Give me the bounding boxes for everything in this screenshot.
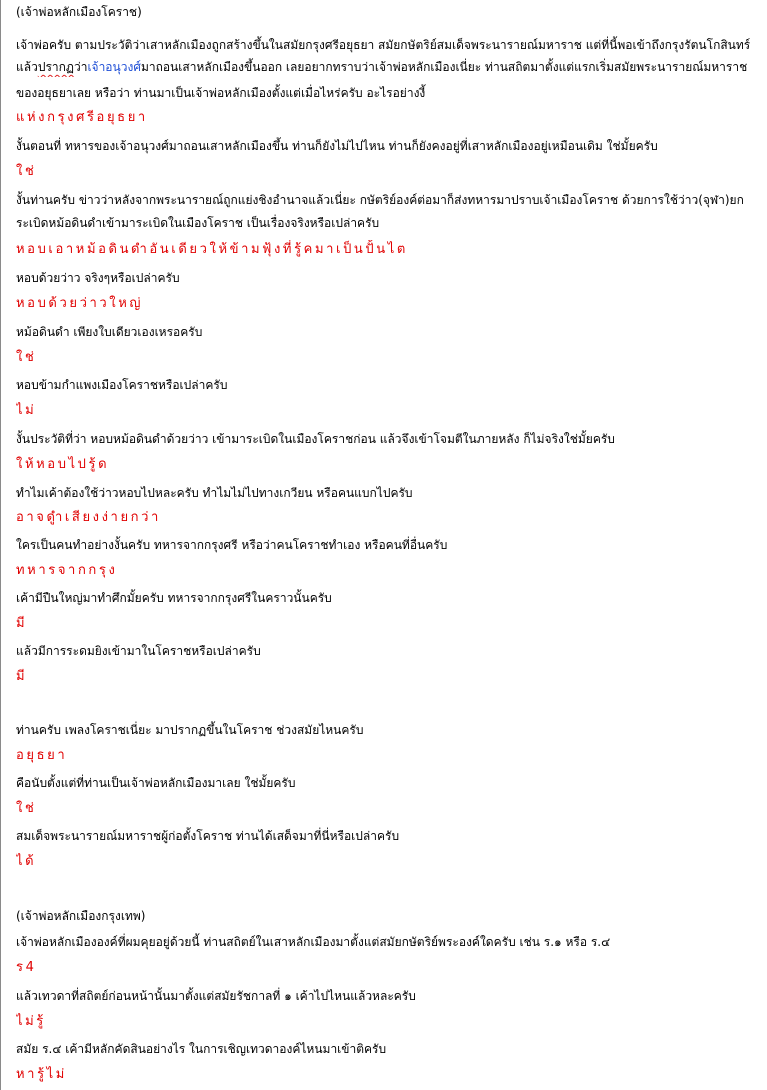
question-line: งั้นท่านครับ ข่าวว่าหลังจากพระนารายณ์ถูกแย่งชิงอำนาจแล้วเนี่ยะ กษัตริย์องค์ต่อมาก็ส่งทหารมาปราบเจ้าเมืองโคราช ด้วยการใช้ว่าว(จุฬา)ยก bbox=[16, 193, 744, 207]
question-line: ทำไมเค้าต้องใช้ว่าวหอบไปหละครับ ทำไมไม่ไปทางเกวียน หรือคนแบกไปครับ bbox=[16, 486, 413, 500]
answer-line: ให้หอบไปรู้ด bbox=[16, 457, 110, 472]
question-line: สมเด็จพระนารายณ์มหาราชผู้ก่อตั้งโคราช ท่านได้เสด็จมาที่นี่หรือเปล่าครับ bbox=[16, 829, 400, 843]
answer-line: ไม่ bbox=[16, 403, 37, 418]
spellcheck-word: ปรากฏ bbox=[37, 60, 74, 74]
section-heading-bangkok: (เจ้าพ่อหลักเมืองกรุงเทพ) bbox=[16, 909, 146, 923]
question-line: แล้วเทวดาที่สถิตย์ก่อนหน้านั้นมาตั้งแต่สมัยรัชกาลที่ ๑ เค้าไปไหนแล้วหละครับ bbox=[16, 989, 416, 1003]
highlighted-name: เจ้าอนุวงศ์ bbox=[87, 60, 141, 74]
answer-line: หารู้ไม่ bbox=[16, 1067, 67, 1082]
text-run: มาถอนเสาหลักเมืองขึ้นออก เลยอยากทราบว่าเจ้าพ่อหลักเมืองเนี่ยะ ท่านสถิตมาตั้งแต่แรกเริ่มสมัยพระนารายณ์มหาราช bbox=[140, 60, 748, 74]
question-line: ระเบิดหม้อดินดำเข้ามาระเบิดในเมืองโคราช เป็นเรื่องจริงหรือเปล่าครับ bbox=[16, 216, 380, 230]
answer-line: อาจดูำเสียงง่ายกว่า bbox=[16, 510, 161, 525]
answer-line: ร4 bbox=[16, 960, 37, 975]
question-line: ใครเป็นคนทำอย่างงั้นครับ ทหารจากกรุงศรี หรือว่าคนโคราชทำเอง หรือคนที่อื่นครับ bbox=[16, 538, 448, 552]
answer-line: อยุธยา bbox=[16, 748, 68, 763]
question-line: สมัย ร.๔ เค้ามีหลักคัดสินอย่างไร ในการเชิญเทวดาองค์ไหนมาเข้าติครับ bbox=[16, 1042, 387, 1056]
question-line bbox=[16, 57, 763, 77]
answer-line: หอบเอาหม้อดินดำอันเดียวให้ข้ามฟุ้งที่รู้คมาเป็นปั้นไต bbox=[16, 242, 408, 257]
answer-line: ใช่ bbox=[16, 164, 37, 179]
text-run: แล้ว bbox=[16, 60, 38, 74]
question-line: หม้อดินดำ เพียงใบเดียวเองเหรอครับ bbox=[16, 325, 203, 339]
answer-line: ใช่ bbox=[16, 801, 37, 816]
answer-line: แห่งกรุงศรีอยุธยา bbox=[16, 110, 148, 125]
question-line: ของอยุธยาเลย หรือว่า ท่านมาเป็นเจ้าพ่อหลักเมืองตั้งแต่เมื่อไหร่ครับ อะไรอย่างงี้ bbox=[16, 86, 426, 100]
question-line: เจ้าพ่อครับ ตามประวัติว่าเสาหลักเมืองถูกสร้างขึ้นในสมัยกรุงศรีอยุธยา สมัยกษัตริย์สมเด็จพระนารายณ์มหาราช แต่ที่นี้พอเข้าถึงกรุงรัตนโกสินทร์ bbox=[16, 38, 751, 52]
question-line: เค้ามีปืนใหญ่มาทำศึกมั้ยครับ ทหารจากกรุงศรีในคราวนั้นครับ bbox=[16, 591, 332, 605]
question-line: แล้วมีการระดมยิงเข้ามาในโคราชหรือเปล่าครับ bbox=[16, 644, 261, 658]
question-line: หอบด้วยว่าว จริงๆหรือเปล่าครับ bbox=[16, 271, 180, 285]
answer-line: ไม่รู้ bbox=[16, 1014, 46, 1029]
answer-line: มี bbox=[16, 669, 28, 684]
question-line: คือนับตั้งแต่ที่ท่านเป็นเจ้าพ่อหลักเมืองมาเลย ใช่มั้ยครับ bbox=[16, 776, 296, 790]
text-run: ว่า bbox=[73, 60, 88, 74]
question-line: งั้นประวัติที่ว่า หอบหม้อดินดำด้วยว่าว เข้ามาระเบิดในเมืองโคราชก่อน แล้วจึงเข้าโจมตีในภายหลัง ก็ไม่จริงใช่มั้ยครับ bbox=[16, 432, 615, 446]
answer-line: มี bbox=[16, 616, 28, 631]
answer-line: ทหารจากกรุง bbox=[16, 563, 118, 578]
question-line: เจ้าพ่อหลักเมืององค์ที่ผมคุยอยู่ด้วยนี้ ท่านสถิตย์ในเสาหลักเมืองมาตั้งแต่สมัยกษัตริย์พระองค์ใดครับ เช่น ร.๑ หรือ ร.๔ bbox=[16, 935, 611, 949]
question-line: ท่านครับ เพลงโคราชเนี่ยะ มาปรากฏขึ้นในโคราช ช่วงสมัยไหนครับ bbox=[16, 723, 364, 737]
question-line: หอบข้ามกำแพงเมืองโคราชหรือเปล่าครับ bbox=[16, 378, 228, 392]
section-heading-korat: (เจ้าพ่อหลักเมืองโคราช) bbox=[16, 5, 142, 19]
answer-line: หอบด้วยว่าวใหญ่ bbox=[16, 296, 144, 311]
answer-line: ใช่ bbox=[16, 350, 37, 365]
answer-line: ได้ bbox=[16, 854, 37, 869]
question-line: งั้นตอนที่ ทหารของเจ้าอนุวงศ์มาถอนเสาหลักเมืองขึ้น ท่านก็ยังไม่ไปไหน ท่านก็ยังคงอยู่ที่เสาหลักเมืองอยู่เหมือนเดิม ใช่มั้ยครับ bbox=[16, 139, 658, 153]
